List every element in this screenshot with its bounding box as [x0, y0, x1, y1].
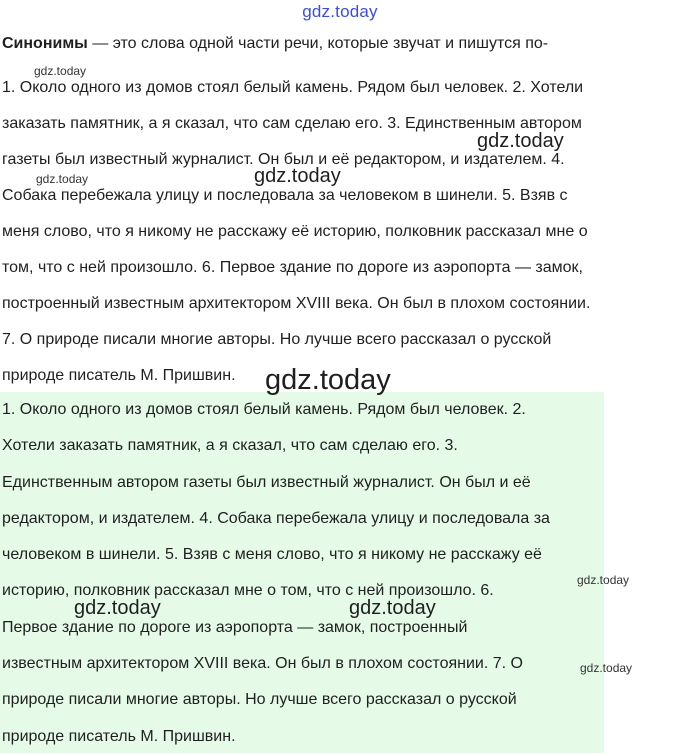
answer-line: человеком в шинели. 5. Взяв с меня слово, что я никому не расскажу её: [2, 546, 542, 564]
task-line: 1. Около одного из домов стоял белый камень. Рядом был человек. 2. Хотели: [2, 79, 584, 96]
task-line: газеты был известный журналист. Он был и её редактором, и издателем. 4.: [2, 151, 565, 168]
watermark-text: gdz.today: [254, 165, 341, 187]
definition-text: — это слова одной части речи, которые звучат и пишутся по-: [87, 35, 549, 52]
task-line: том, что с ней произошло. 6. Первое здание по дороге из аэропорта — замок,: [2, 259, 583, 276]
answer-text: [2, 392, 550, 755]
task-text: [2, 70, 678, 394]
watermark-text: gdz.today: [580, 661, 633, 675]
watermark-text: gdz.today: [349, 597, 436, 619]
watermark-text: gdz.today: [265, 364, 391, 396]
task-line: заказать памятник, а я сказал, что сам сделаю его. 3. Единственным автором: [2, 115, 582, 132]
answer-line: 1. Около одного из домов стоял белый камень. Рядом был человек. 2.: [2, 401, 526, 418]
watermark-text: gdz.today: [577, 573, 630, 587]
watermark-text: gdz.today: [36, 172, 89, 186]
watermark-text: gdz.today: [74, 597, 161, 619]
definition-line: [2, 34, 548, 54]
task-line: меня слово, что я никому не расскажу её историю, полковник рассказал мне о: [2, 223, 588, 240]
task-line: построенный известным архитектором XVIII века. Он был в плохом состоянии.: [2, 295, 591, 312]
task-line: 7. О природе писали многие авторы. Но лучше всего рассказал о русской: [2, 331, 552, 348]
definition-term: Синонимы: [2, 35, 88, 52]
answer-line: редактором, и издателем. 4. Собака перебежала улицу и последовала за: [2, 509, 550, 527]
header-watermark: gdz.today: [302, 2, 378, 21]
watermark-text: gdz.today: [477, 130, 564, 152]
answer-box: [0, 392, 604, 753]
answer-line: известным архитектором XVIII века. Он был в плохом состоянии. 7. О: [2, 655, 523, 673]
answer-line: природе писатель М. Пришвин.: [2, 727, 236, 745]
answer-line: природе писали многие авторы. Но лучше всего рассказал о русской: [2, 691, 517, 709]
answer-line: историю, полковник рассказал мне о том, что с ней произошло. 6.: [2, 582, 494, 600]
task-line: Собака перебежала улицу и последовала за человеком в шинели. 5. Взяв с: [2, 187, 568, 204]
answer-line: Единственным автором газеты был известный журналист. Он был и её: [2, 473, 531, 491]
watermark-text: gdz.today: [34, 64, 87, 78]
answer-line: Первое здание по дороге из аэропорта — замок, построенный: [2, 618, 468, 636]
answer-line: Хотели заказать памятник, а я сказал, что сам сделаю его. 3.: [2, 437, 458, 455]
task-line: природе писатель М. Пришвин.: [2, 367, 236, 384]
